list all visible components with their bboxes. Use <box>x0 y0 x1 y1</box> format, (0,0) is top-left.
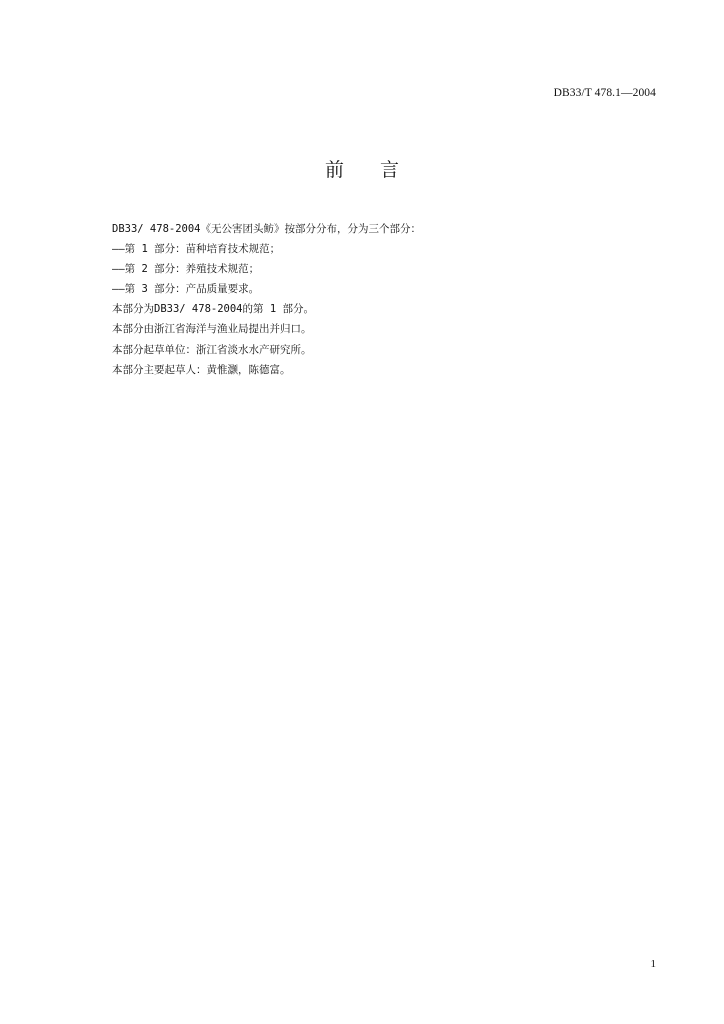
document-code: DB33/T 478.1—2004 <box>553 87 656 99</box>
foreword-line-drafters: 本部分主要起草人：黄惟灏，陈德富。 <box>112 363 291 376</box>
page-title: 前言 <box>324 159 435 181</box>
page-number: 1 <box>650 958 656 970</box>
foreword-line-part-1: ——第 1 部分：苗种培育技术规范； <box>112 243 281 256</box>
foreword-line-drafting-unit: 本部分起草单位：浙江省淡水水产研究所。 <box>112 343 312 356</box>
foreword-line-part-3: ——第 3 部分：产品质量要求。 <box>112 283 260 296</box>
foreword-line-this-part: 本部分为DB33/ 478-2004的第 1 部分。 <box>112 303 314 316</box>
foreword-line-part-2: ——第 2 部分：养殖技术规范； <box>112 263 260 276</box>
foreword-body <box>112 219 632 380</box>
foreword-line-proposed-by: 本部分由浙江省海洋与渔业局提出并归口。 <box>112 323 312 336</box>
foreword-line-parts-intro: DB33/ 478-2004《无公害团头鲂》按部分分布，分为三个部分： <box>112 223 422 235</box>
